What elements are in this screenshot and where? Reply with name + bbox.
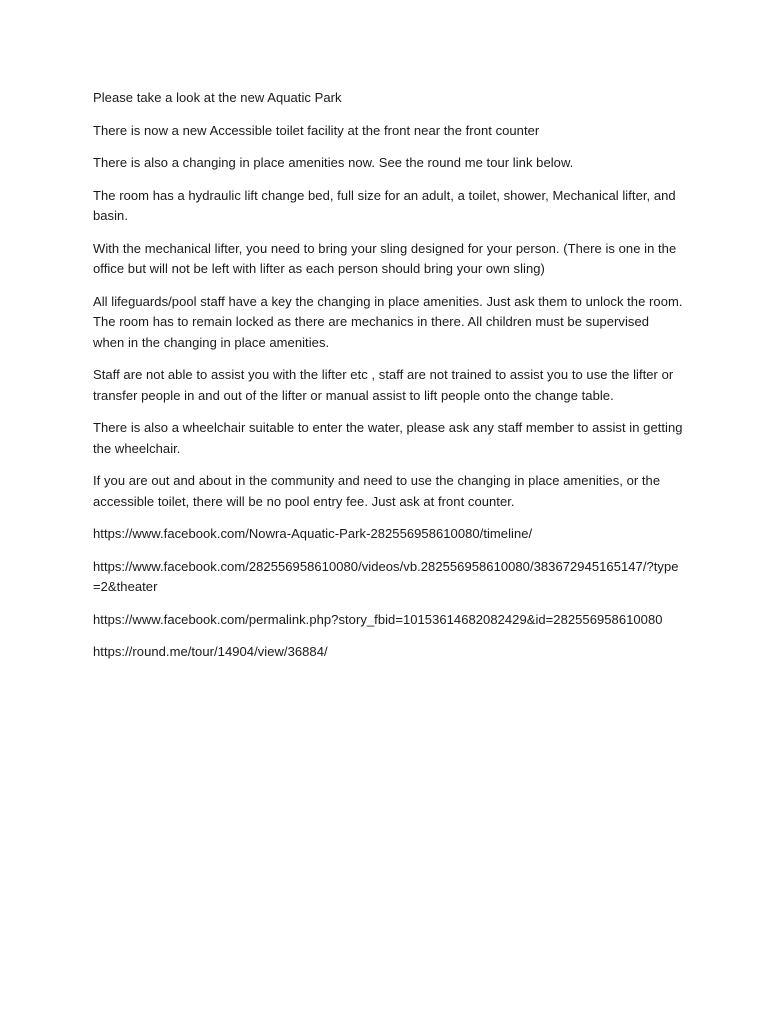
link-roundme-tour[interactable]: https://round.me/tour/14904/view/36884/ xyxy=(93,644,328,659)
document-body xyxy=(93,88,683,675)
link-facebook-video[interactable]: https://www.facebook.com/282556958610080/videos/vb.282556958610080/383672945165147/?type=2&theater xyxy=(93,558,679,594)
paragraph-wheelchair: There is also a wheelchair suitable to enter the water, please ask any staff member to assist in getting the wheelchair. xyxy=(93,420,683,456)
link-facebook-timeline[interactable]: https://www.facebook.com/Nowra-Aquatic-Park-282556958610080/timeline/ xyxy=(93,526,533,541)
paragraph-sling: With the mechanical lifter, you need to bring your sling designed for your person. (There is one in the office but will not be left with lifter as each person should bring your own sling) xyxy=(93,240,677,276)
link-facebook-permalink[interactable]: https://www.facebook.com/permalink.php?story_fbid=10153614682082429&id=282556958610080 xyxy=(93,611,663,627)
paragraph-staff-assist: Staff are not able to assist you with the lifter etc , staff are not trained to assist you to use the lifter or transfer people in and out of the lifter or manual assist to lift people onto the change table. xyxy=(93,367,674,403)
paragraph-room-equipment: The room has a hydraulic lift change bed, full size for an adult, a toilet, shower, Mechanical lifter, and basin. xyxy=(93,187,676,223)
paragraph-entry-fee: If you are out and about in the community and need to use the changing in place amenities, or the accessible toilet, there will be no pool entry fee. Just ask at front counter. xyxy=(93,473,661,509)
paragraph-intro: Please take a look at the new Aquatic Park xyxy=(93,90,342,105)
paragraph-accessible-toilet: There is now a new Accessible toilet facility at the front near the front counter xyxy=(93,122,540,138)
paragraph-staff-key: All lifeguards/pool staff have a key the changing in place amenities. Just ask them to unlock the room. The room has to remain locked as there are mechanics in there. All children must be supervised when in the changing in place amenities. xyxy=(93,293,683,350)
paragraph-changing-amenities: There is also a changing in place amenities now. See the round me tour link below. xyxy=(93,155,574,170)
